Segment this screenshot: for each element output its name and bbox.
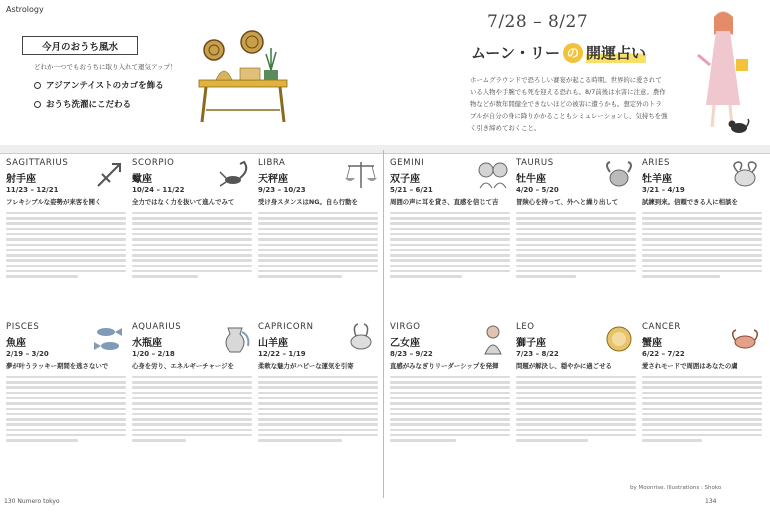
band — [0, 145, 770, 153]
feng-shui-title: 今月のおうち風水 — [22, 36, 138, 55]
title-fortune: 開運占い — [585, 44, 646, 62]
sign-headline: 愛されモードで周囲はあなたの虜 — [642, 362, 738, 370]
sign-dates: 10/24 – 11/22 — [132, 186, 185, 194]
page-number-right: 134 — [705, 498, 717, 505]
bullet-circle-icon — [34, 101, 41, 108]
credit: by Moonrise. Illustrations : Shoko — [630, 485, 722, 491]
sign-headline: 心身を労り、エネルギーチャージを — [132, 362, 234, 370]
cancer-crab-icon — [728, 322, 762, 356]
sign-jp: 天秤座 — [258, 174, 288, 185]
sign-jp: 牡牛座 — [516, 174, 546, 185]
sign-dates: 6/22 – 7/22 — [642, 350, 685, 358]
capricorn-goat-icon — [344, 322, 378, 356]
sign-headline: フレキシブルな姿勢が来客を開く — [6, 198, 102, 206]
sign-dates: 3/21 – 4/19 — [642, 186, 685, 194]
taurus-bull-icon — [602, 158, 636, 192]
bullet-circle-icon — [34, 82, 41, 89]
sign-headline: 受け身スタンスはNG。自ら行動を — [258, 198, 358, 206]
sign-headline: 柔軟な魅力がハピーな運気を引寄 — [258, 362, 354, 370]
sign-dates: 11/23 – 12/21 — [6, 186, 59, 194]
sign-body — [6, 373, 126, 445]
sign-body — [390, 209, 510, 281]
sign-headline: 冒険心を持って、外へと繰り出して — [516, 198, 619, 206]
sign-dates: 2/19 – 3/20 — [6, 350, 49, 358]
sign-jp: 魚座 — [6, 338, 26, 349]
sign-dates: 1/20 – 2/18 — [132, 350, 175, 358]
virgo-maiden-icon — [476, 322, 510, 356]
title-no: の — [563, 43, 583, 63]
sign-jp: 蟹座 — [642, 338, 662, 349]
sign-dates: 7/23 – 8/22 — [516, 350, 559, 358]
cat-icon — [728, 118, 750, 134]
sign-body — [516, 209, 636, 281]
aries-ram-icon — [728, 158, 762, 192]
sign-en: VIRGO — [390, 322, 421, 332]
sign-jp: 山羊座 — [258, 338, 288, 349]
leo-lion-icon — [602, 322, 636, 356]
sign-jp: 獅子座 — [516, 338, 546, 349]
sign-headline: 問題が解決し、穏やかに過ごせる — [516, 362, 612, 370]
section-label: Astrology — [6, 5, 44, 14]
scorpion-icon — [218, 158, 252, 192]
sign-en: LEO — [516, 322, 535, 332]
sign-body — [258, 209, 378, 281]
sign-en: LIBRA — [258, 158, 286, 168]
sign-en: SAGITTARIUS — [6, 158, 69, 168]
sign-jp: 水瓶座 — [132, 338, 162, 349]
sign-en: AQUARIUS — [132, 322, 182, 332]
sign-jp: 蠍座 — [132, 174, 152, 185]
pisces-fish-icon — [92, 322, 126, 356]
sagittarius-arrow-icon — [92, 158, 126, 192]
sign-body — [6, 209, 126, 281]
sign-jp: 射手座 — [6, 174, 36, 185]
libra-scales-icon — [344, 158, 378, 192]
aquarius-vase-icon — [218, 322, 252, 356]
sign-headline: 周囲の声に耳を貸さ、直感を信じて吉 — [390, 198, 499, 206]
sign-en: CAPRICORN — [258, 322, 314, 332]
page-number-left: 130 Numero tokyo — [4, 498, 60, 505]
title-name: ムーン・リー — [471, 44, 560, 62]
lead-text: ホームグラウンドで恐ろしい賽宴が起こる時期。世界的に愛されている人物や手腕でも死を迎える恐れも。8/7前後は水害に注意。農作物などが数年間健全できないほどの被害に遭うかも。想定外のトラブルが自分の身に降りかかることもシミュレーションし、気持ちを強く引き締めておくこと。 — [470, 76, 668, 132]
sign-headline: 全力ではなく力を抜いて進んでみて — [132, 198, 235, 206]
sign-dates: 4/20 – 5/20 — [516, 186, 559, 194]
sign-jp: 双子座 — [390, 174, 420, 185]
gemini-twins-icon — [476, 158, 510, 192]
table-illustration — [196, 20, 291, 130]
sign-jp: 牡羊座 — [642, 174, 672, 185]
sign-en: SCORPIO — [132, 158, 175, 168]
tip-2 — [34, 98, 131, 110]
sign-body — [132, 373, 252, 445]
sign-en: ARIES — [642, 158, 670, 168]
woman-illustration — [690, 5, 762, 135]
sign-headline: 直感がみなぎりリーダーシップを発揮 — [390, 362, 499, 370]
sign-dates: 5/21 – 6/21 — [390, 186, 433, 194]
sign-dates: 8/23 – 9/22 — [390, 350, 433, 358]
sign-body — [516, 373, 636, 445]
sign-jp: 乙女座 — [390, 338, 420, 349]
sign-body — [390, 373, 510, 445]
main-title — [471, 42, 646, 63]
tip-2-text: おうち洗濯にこだわる — [46, 100, 132, 110]
sign-body — [258, 373, 378, 445]
band-line — [0, 153, 770, 154]
sign-body — [132, 209, 252, 281]
sign-dates: 12/22 – 1/19 — [258, 350, 306, 358]
sign-body — [642, 209, 762, 281]
feng-shui-intro: どれか一つでもおうちに取り入れて運気アップ！ — [34, 63, 177, 71]
sign-headline: 夢が叶うラッキー期間を逃さないで — [6, 362, 109, 370]
sign-en: CANCER — [642, 322, 681, 332]
sign-body — [642, 373, 762, 445]
tip-1-text: アジアンテイストのカゴを飾る — [46, 81, 164, 91]
tip-1 — [34, 79, 164, 91]
sign-en: GEMINI — [390, 158, 425, 168]
date-range: 7/28 – 8/27 — [487, 12, 589, 32]
sign-headline: 試練到来。信頼できる人に相談を — [642, 198, 738, 206]
sign-en: TAURUS — [516, 158, 554, 168]
sign-dates: 9/23 – 10/23 — [258, 186, 306, 194]
center-divider — [383, 150, 384, 498]
sign-en: PISCES — [6, 322, 40, 332]
